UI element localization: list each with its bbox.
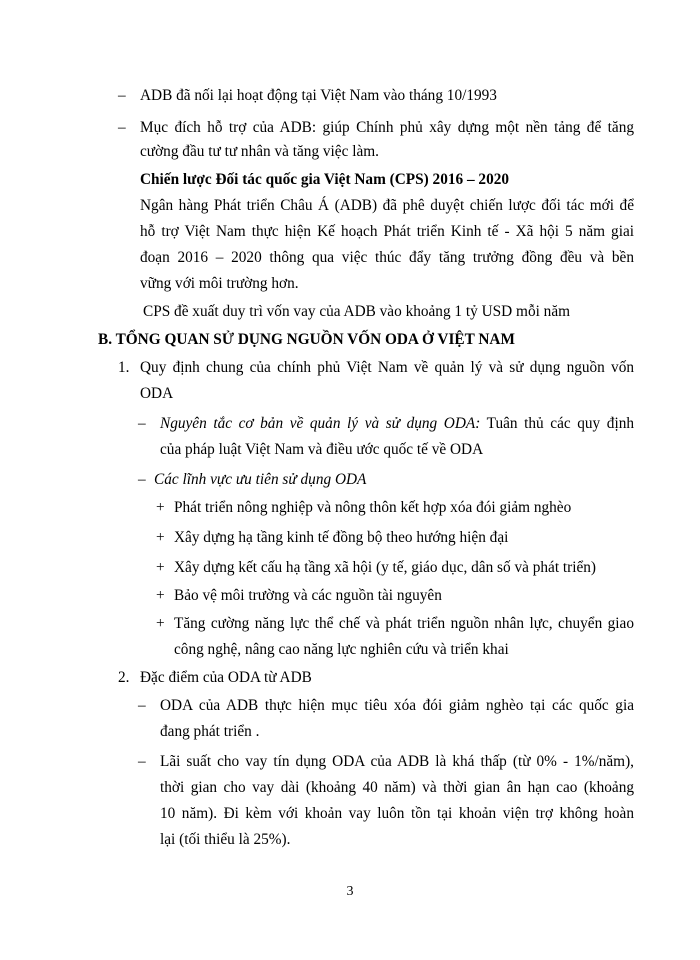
- text-line: ADB đã nối lại hoạt động tại Việt Nam vào tháng 10/1993: [140, 87, 497, 104]
- text-line: 10 năm). Đi kèm với khoản vay luôn tồn tại khoản viện trợ không hoàn: [160, 805, 634, 822]
- plus-bullet: +: [156, 499, 165, 516]
- text-line: [160, 414, 634, 434]
- text-line: Lãi suất cho vay tín dụng ODA của ADB là khá thấp (từ 0% - 1%/năm),: [160, 753, 634, 770]
- cps-heading: Chiến lược Đối tác quốc gia Việt Nam (CPS) 2016 – 2020: [140, 171, 510, 188]
- plus-bullet: +: [156, 587, 165, 604]
- text-line: Ngân hàng Phát triển Châu Á (ADB) đã phê duyệt chiến lược đối tác mới để: [140, 197, 634, 214]
- dash-bullet: –: [138, 697, 146, 714]
- text-line: lại (tối thiểu là 25%).: [160, 831, 291, 848]
- plus-bullet: +: [156, 559, 165, 576]
- text-line: hỗ trợ Việt Nam thực hiện Kế hoạch Phát triển Kinh tế - Xã hội 5 năm giai: [140, 223, 634, 240]
- text-line: thời gian cho vay dài (khoảng 40 năm) và thời gian ân hạn cao (khoảng: [160, 779, 634, 796]
- section-heading: B. TỔNG QUAN SỬ DỤNG NGUỒN VỐN ODA Ở VIỆT NAM: [98, 331, 515, 348]
- dash-bullet: –: [118, 119, 126, 136]
- text-line: Mục đích hỗ trợ của ADB: giúp Chính phủ xây dựng một nền tảng để tăng: [140, 119, 634, 136]
- plus-bullet: +: [156, 615, 165, 632]
- text-line: vững với môi trường hơn.: [140, 275, 299, 292]
- list-number: 2.: [118, 669, 130, 686]
- priority-item: Xây dựng hạ tầng kinh tế đồng bộ theo hướng hiện đại: [174, 529, 509, 546]
- priority-item: Bảo vệ môi trường và các nguồn tài nguyên: [174, 587, 442, 604]
- priority-label: Các lĩnh vực ưu tiên sử dụng ODA: [154, 471, 367, 488]
- text-line: ODA: [140, 385, 174, 402]
- principle-label: Nguyên tắc cơ bản về quản lý và sử dụng ODA:: [160, 415, 481, 432]
- priority-item: Tăng cường năng lực thể chế và phát triển nguồn nhân lực, chuyển giao: [174, 615, 634, 632]
- principle-text: Tuân thủ các quy định: [480, 415, 634, 432]
- priority-item: Phát triển nông nghiệp và nông thôn kết hợp xóa đói giảm nghèo: [174, 499, 572, 516]
- text-line: Quy định chung của chính phủ Việt Nam về quản lý và sử dụng nguồn vốn: [140, 359, 634, 376]
- priority-item: Xây dựng kết cấu hạ tầng xã hội (y tế, giáo dục, dân số và phát triển): [174, 559, 597, 576]
- page-number: 3: [346, 884, 354, 899]
- text-line: đoạn 2016 – 2020 thông qua việc thúc đẩy tăng trưởng đồng đều và bền: [140, 249, 634, 266]
- dash-bullet: –: [138, 753, 146, 770]
- dash-bullet: –: [138, 471, 146, 488]
- dash-bullet: –: [138, 415, 146, 432]
- text-line: của pháp luật Việt Nam và điều ước quốc tế về ODA: [160, 441, 484, 458]
- dash-bullet: –: [118, 87, 126, 104]
- text-line: CPS đề xuất duy trì vốn vay của ADB vào khoảng 1 tỷ USD mỗi năm: [143, 303, 571, 320]
- text-line: ODA của ADB thực hiện mục tiêu xóa đói giảm nghèo tại các quốc gia: [160, 697, 634, 714]
- text-line: đang phát triển .: [160, 723, 260, 740]
- text-line: cường đầu tư tư nhân và tăng việc làm.: [140, 143, 379, 160]
- list-number: 1.: [118, 359, 130, 376]
- plus-bullet: +: [156, 529, 165, 546]
- priority-item: công nghệ, nâng cao năng lực nghiên cứu và triển khai: [174, 641, 509, 658]
- text-line: Đặc điểm của ODA từ ADB: [140, 669, 312, 686]
